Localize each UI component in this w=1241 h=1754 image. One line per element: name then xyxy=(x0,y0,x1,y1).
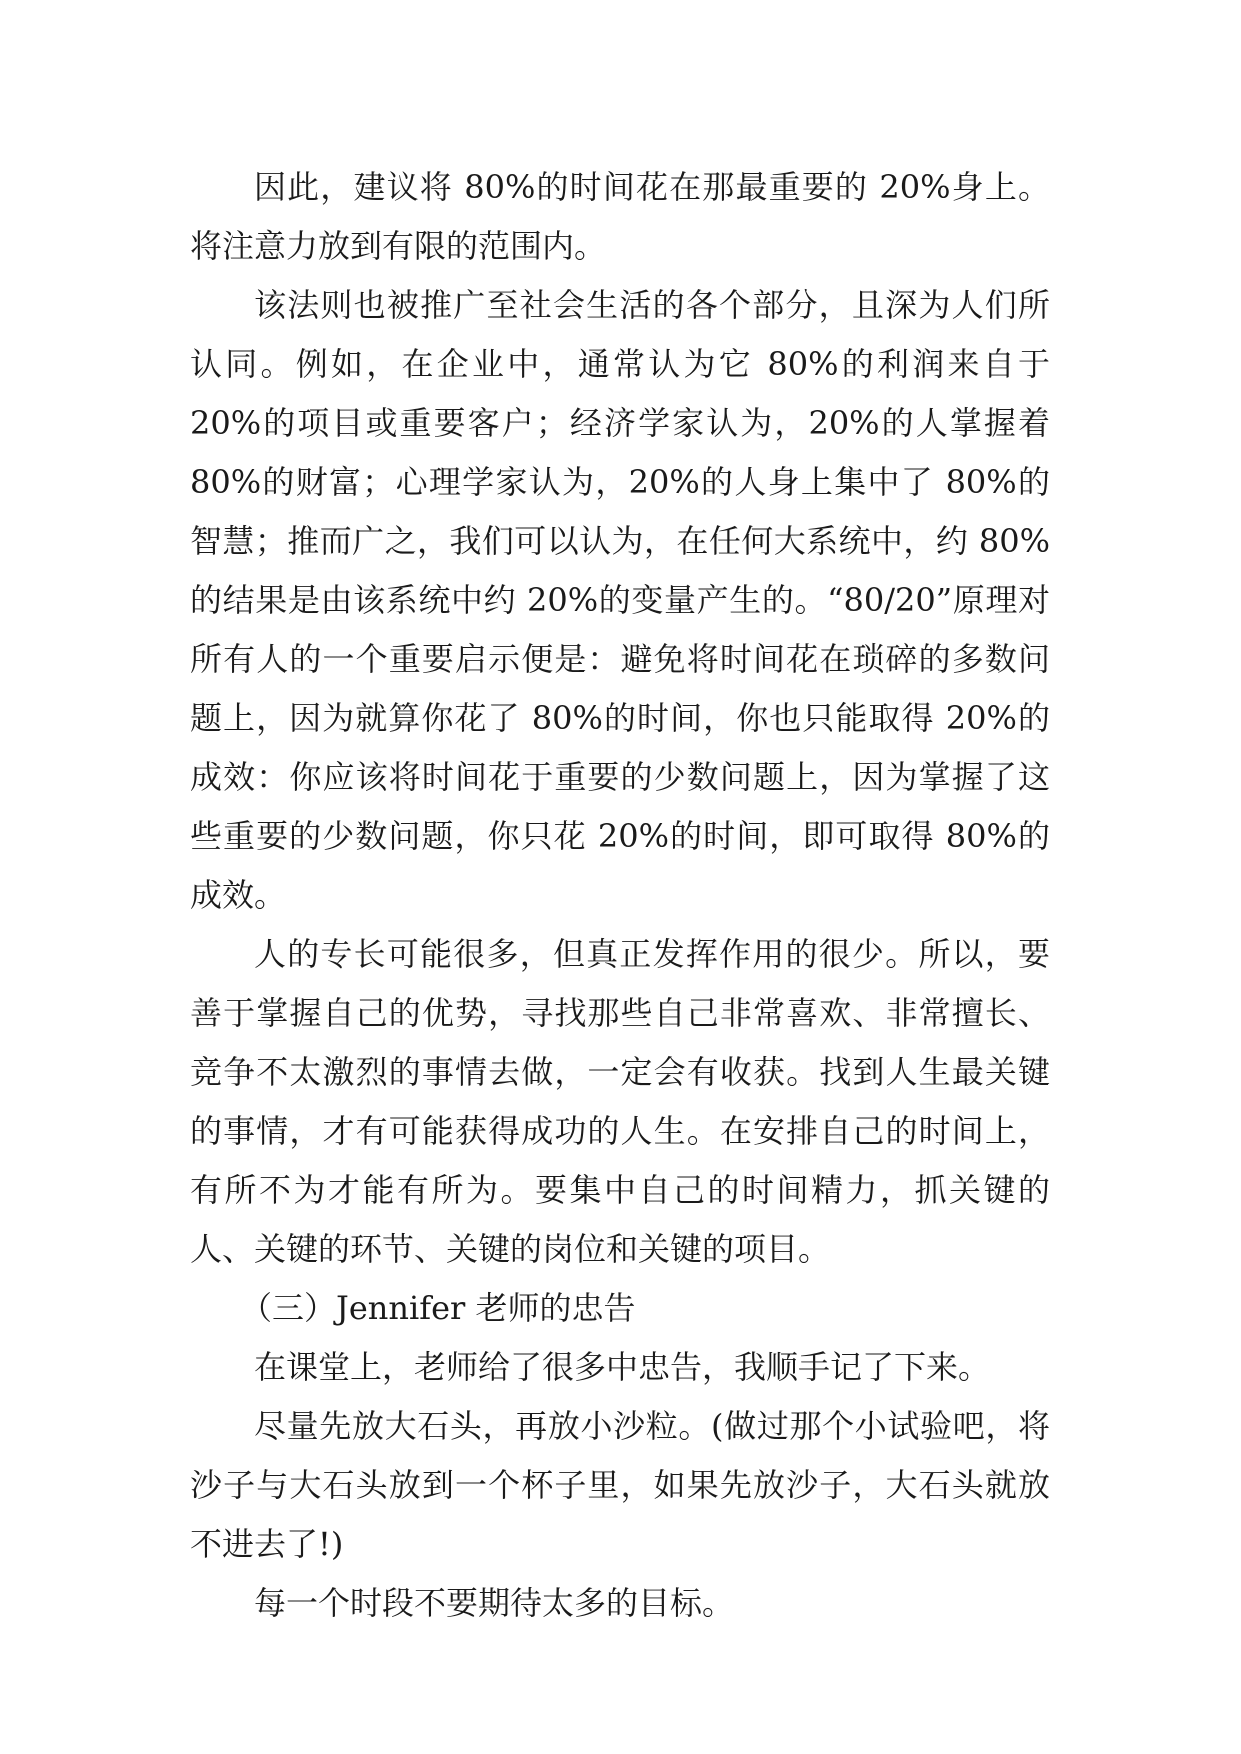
document-body xyxy=(190,158,1050,1633)
paragraph: 每一个时段不要期待太多的目标。 xyxy=(254,1584,735,1622)
paragraph: 人的专长可能很多，但真正发挥作用的很少。所以，要善于掌握自己的优势，寻找那些自己非常喜欢、非常擅长、竞争不太激烈的事情去做，一定会有收获。找到人生最关键的事情，才有可能获得成功的人生。在安排自己的时间上，有所不为才能有所为。要集中自己的时间精力，抓关键的人、关键的环节、关键的岗位和关键的项目。 xyxy=(190,935,1050,1268)
paragraph: 在课堂上，老师给了很多中忠告，我顺手记了下来。 xyxy=(254,1348,991,1386)
paragraph: 因此，建议将 80%的时间花在那最重要的 20%身上。将注意力放到有限的范围内。 xyxy=(190,168,1050,265)
paragraph: 该法则也被推广至社会生活的各个部分，且深为人们所认同。例如，在企业中，通常认为它 80%的利润来自于 20%的项目或重要客户；经济学家认为，20%的人掌握着 80%的财富；心理学家认为，20%的人身上集中了 80%的智慧；推而广之，我们可以认为，在任何大系统中，约 80%的结果是由该系统中约 20%的变量产生的。“80/20”原理对所有人的一个重要启示便是：避免将时间花在琐碎的多数问题上，因为就算你花了 80%的时间，你也只能取得 20%的成效：你应该将时间花于重要的少数问题上，因为掌握了这些重要的少数问题，你只花 20%的时间，即可取得 80%的成效。 xyxy=(190,286,1050,914)
section-heading: （三）Jennifer 老师的忠告 xyxy=(240,1289,636,1327)
paragraph: 尽量先放大石头，再放小沙粒。(做过那个小试验吧，将沙子与大石头放到一个杯子里，如果先放沙子，大石头就放不进去了!) xyxy=(190,1407,1050,1563)
